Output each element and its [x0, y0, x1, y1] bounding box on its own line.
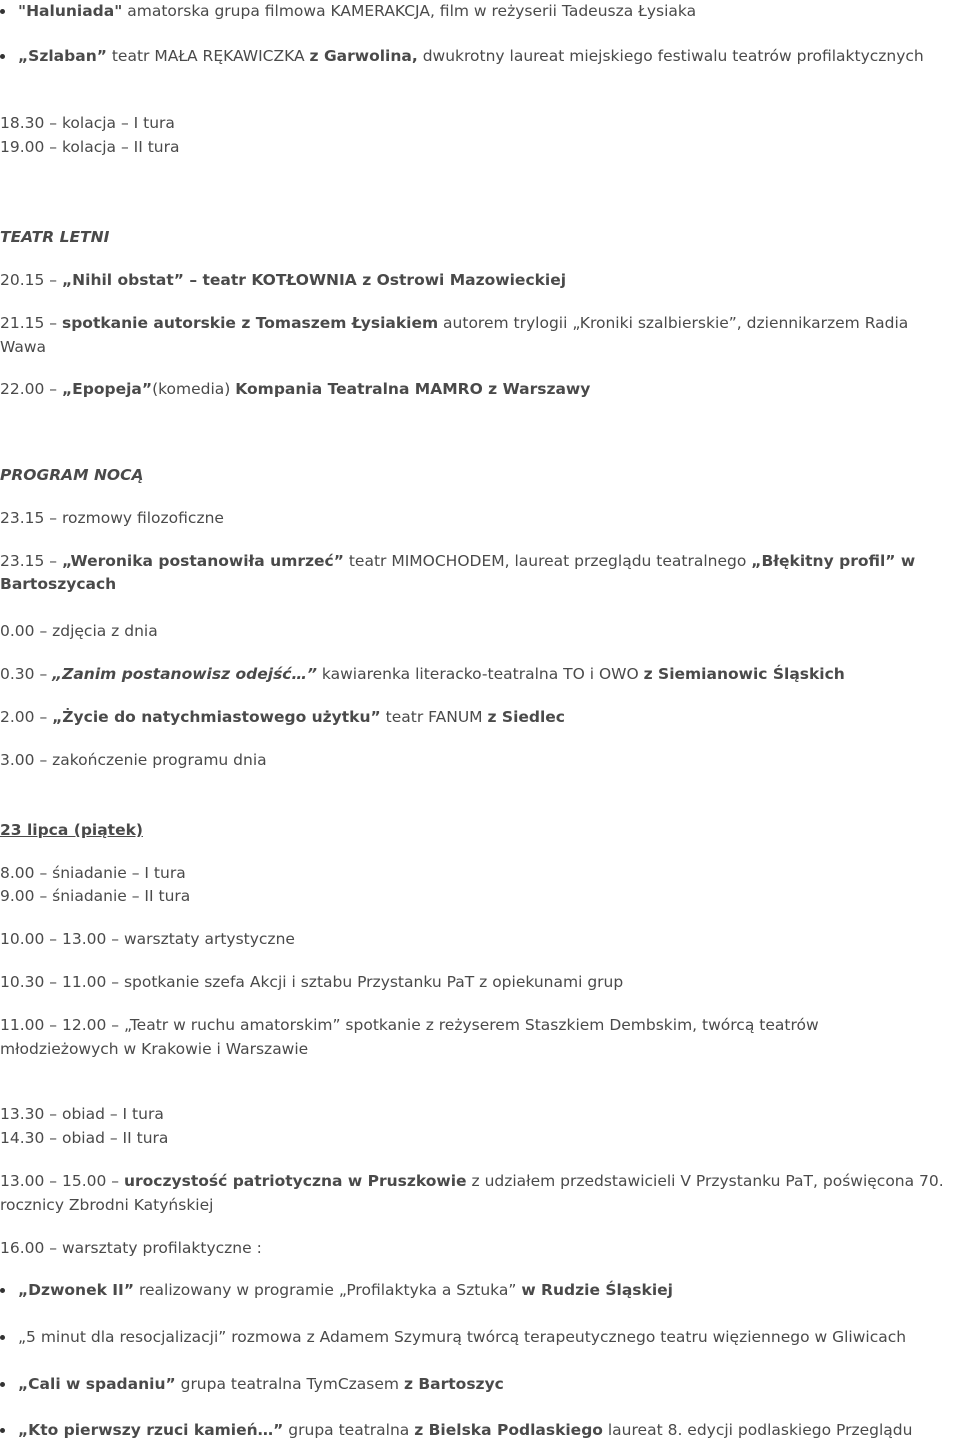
title-haluniada: "Haluniada" — [18, 2, 123, 20]
schedule-line: 8.00 – śniadanie – I tura — [0, 864, 186, 882]
item-title: „Dzwonek II” — [18, 1281, 135, 1299]
section-heading-program-noca: PROGRAM NOCĄ — [0, 466, 144, 484]
schedule-line — [0, 1169, 944, 1193]
schedule-line — [0, 662, 845, 686]
time: 23.15 – — [0, 552, 62, 570]
schedule-line: 19.00 – kolacja – II tura — [0, 138, 180, 156]
item-text: realizowany w programie „Profilaktyka a Sztuka” — [134, 1281, 522, 1299]
schedule-line: 18.30 – kolacja – I tura — [0, 114, 175, 132]
event-place: z Siedlec — [487, 708, 565, 726]
time: 22.00 – — [0, 380, 62, 398]
schedule-line: 11.00 – 12.00 – „Teatr w ruchu amatorskim” spotkanie z reżyserem Staszkiem Dembskim, twórcą teatrów — [0, 1016, 819, 1034]
event-title: spotkanie autorskie z Tomaszem Łysiakiem — [61, 314, 439, 332]
list-item — [0, 1372, 504, 1396]
item-text: teatr MAŁA RĘKAWICZKA — [106, 47, 310, 65]
schedule-line-cont: Wawa — [0, 338, 47, 356]
time: 20.15 – — [0, 271, 62, 289]
schedule-line: 0.00 – zdjęcia z dnia — [0, 622, 158, 640]
schedule-line: 13.30 – obiad – I tura — [0, 1105, 164, 1123]
schedule-line: 10.30 – 11.00 – spotkanie szefa Akcji i sztabu Przystanku PaT z opiekunami grup — [0, 973, 624, 991]
section-heading-teatr-letni: TEATR LETNI — [0, 228, 110, 246]
list-item — [0, 0, 696, 23]
event-place: z Siemianowic Śląskich — [643, 665, 845, 683]
list-item — [0, 1325, 906, 1349]
event-desc: teatr FANUM — [380, 708, 488, 726]
time: 0.30 – — [0, 665, 53, 683]
day-heading: 23 lipca (piątek) — [0, 821, 143, 839]
item-text: grupa teatralna TymCzasem — [175, 1375, 404, 1393]
schedule-line: 23.15 – rozmowy filozoficzne — [0, 509, 224, 527]
schedule-line: 16.00 – warsztaty profilaktyczne : — [0, 1239, 262, 1257]
item-title: „Cali w spadaniu” — [18, 1375, 176, 1393]
item-place: z Garwolina, — [309, 47, 418, 65]
schedule-line-cont: Bartoszycach — [0, 575, 117, 593]
item-place: w Rudzie Śląskiej — [521, 1281, 673, 1299]
schedule-line — [0, 311, 908, 335]
event-group: Kompania Teatralna MAMRO z Warszawy — [235, 380, 591, 398]
item-text-tail: laureat 8. edycji podlaskiego Przeglądu — [602, 1421, 913, 1439]
list-item — [0, 44, 924, 68]
schedule-line: 3.00 – zakończenie programu dnia — [0, 751, 267, 769]
event-title: uroczystość patriotyczna w Pruszkowie — [123, 1172, 467, 1190]
schedule-line — [0, 549, 915, 573]
schedule-line: 9.00 – śniadanie – II tura — [0, 887, 191, 905]
schedule-line-cont: rocznicy Zbrodni Katyńskiej — [0, 1196, 214, 1214]
item-title: „Kto pierwszy rzuci kamień…” — [18, 1421, 284, 1439]
schedule-line — [0, 705, 565, 729]
event-desc: z udziałem przedstawicieli V Przystanku PaT, poświęcona 70. — [466, 1172, 944, 1190]
time: 13.00 – 15.00 – — [0, 1172, 124, 1190]
event-title: „Życie do natychmiastowego użytku” — [52, 708, 381, 726]
event-title: „Weronika postanowiła umrzeć” — [61, 552, 344, 570]
item-text-tail: dwukrotny laureat miejskiego festiwalu teatrów profilaktycznych — [417, 47, 924, 65]
schedule-line: 14.30 – obiad – II tura — [0, 1129, 169, 1147]
time: 2.00 – — [0, 708, 53, 726]
time: 21.15 – — [0, 314, 62, 332]
event-award: „Błękitny profil” w — [751, 552, 916, 570]
item-text: grupa teatralna — [283, 1421, 415, 1439]
event-desc: autorem trylogii „Kroniki szalbierskie”, dziennikarzem Radia — [438, 314, 909, 332]
event-title: „Zanim postanowisz odejść…” — [52, 665, 317, 683]
schedule-line: 10.00 – 13.00 – warsztaty artystyczne — [0, 930, 295, 948]
event-title: „Epopeja” — [61, 380, 153, 398]
title-szlaban: „Szlaban” — [18, 47, 107, 65]
event-desc: (komedia) — [152, 380, 236, 398]
list-item — [0, 1418, 912, 1442]
event-desc: teatr MIMOCHODEM, laureat przeglądu teatralnego — [343, 552, 752, 570]
schedule-line — [0, 268, 566, 292]
item-place: z Bielska Podlaskiego — [414, 1421, 603, 1439]
item-text: „5 minut dla resocjalizacji” rozmowa z Adamem Szymurą twórcą terapeutycznego teatru więziennego w Gliwicach — [18, 1328, 907, 1346]
item-text: amatorska grupa filmowa KAMERAKCJA, film w reżyserii Tadeusza Łysiaka — [122, 2, 697, 20]
item-place: z Bartoszyc — [403, 1375, 504, 1393]
event-title: „Nihil obstat” – teatr KOTŁOWNIA z Ostrowi Mazowieckiej — [61, 271, 567, 289]
event-desc: kawiarenka literacko-teatralna TO i OWO — [316, 665, 644, 683]
list-item — [0, 1278, 673, 1302]
schedule-line-cont: młodzieżowych w Krakowie i Warszawie — [0, 1040, 309, 1058]
schedule-line — [0, 377, 590, 401]
